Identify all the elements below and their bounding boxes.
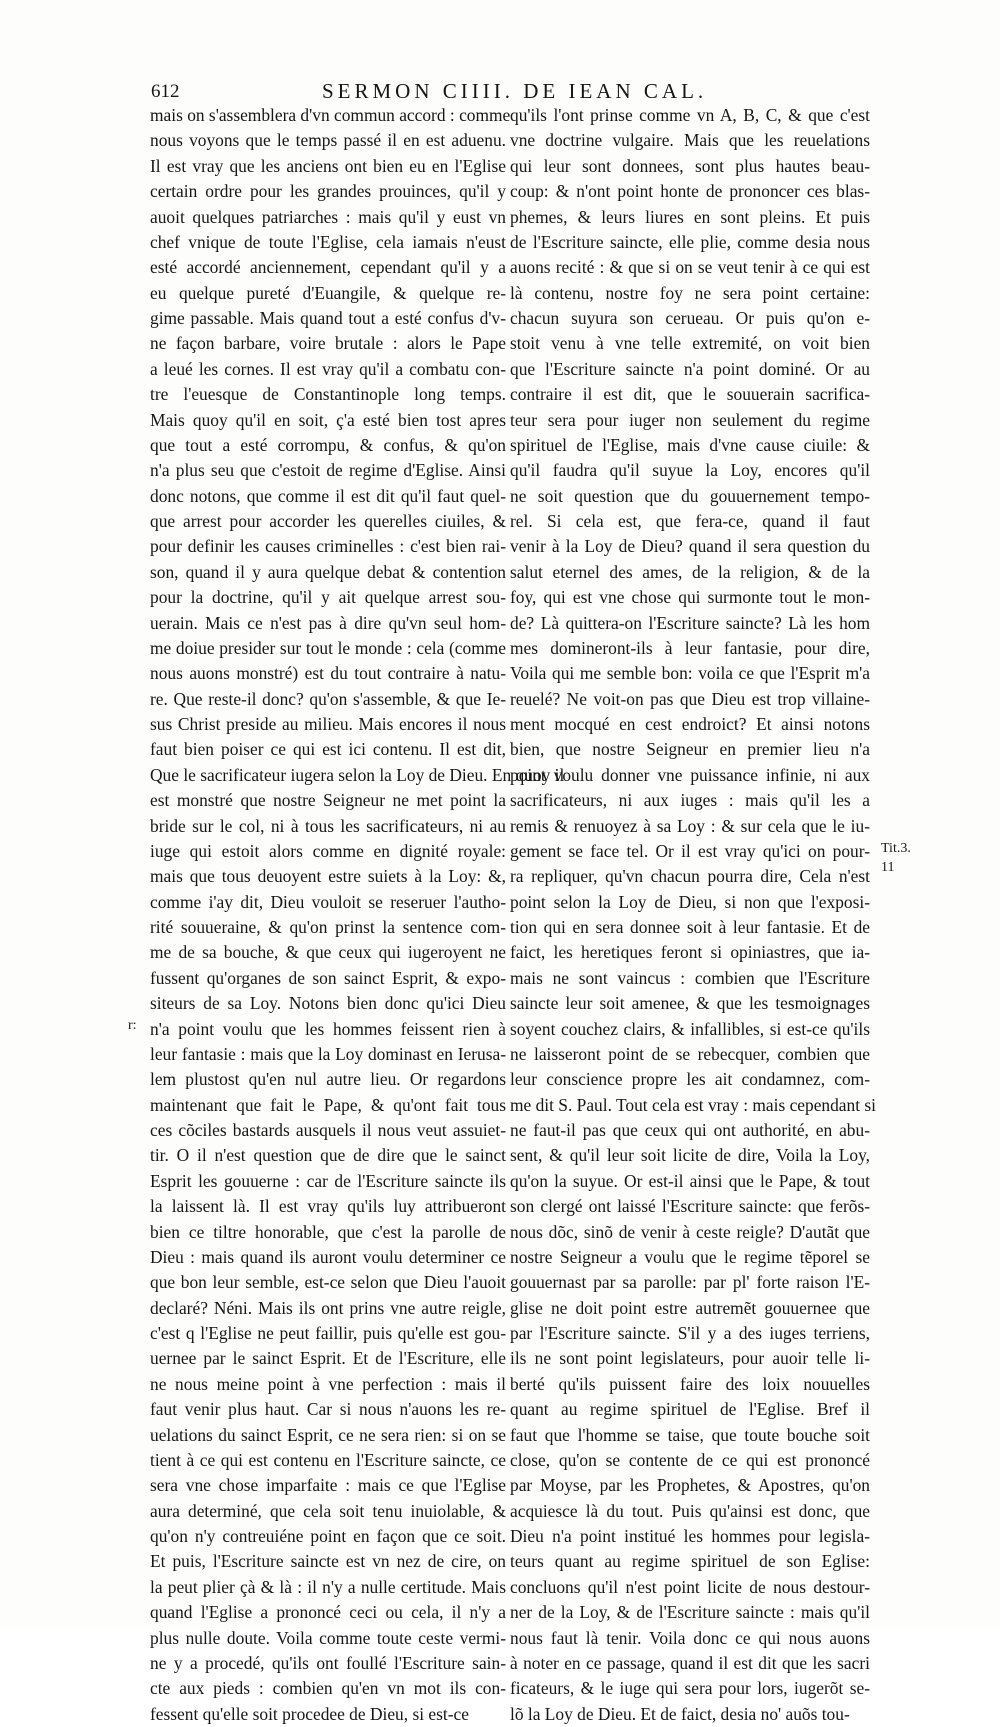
text-line: mais on s'assemblera d'vn commun accord : comme [150, 105, 511, 125]
text-line: foy, qui est vne chose qui surmonte tout le mon- [510, 587, 870, 608]
text-line: ra repliquer, qu'vn chacun pourra dire, Cela n'est [510, 866, 870, 887]
text-line: tir. O il n'est question que de dire que le sainct [150, 1145, 506, 1166]
text-line: c'est q l'Eglise ne peut faillir, puis qu'elle est gou- [150, 1323, 506, 1343]
text-line: qu'on n'y contreuiéne point en façon que ce soit. [150, 1526, 506, 1546]
text-line: gime passable. Mais quand tout a esté confus d'v- [150, 308, 506, 328]
text-line: rité souueraine, & qu'on prinst la sentence com- [150, 917, 506, 937]
text-line: venir à la Loy de Dieu? quand il sera question du [510, 536, 870, 557]
text-line: quand l'Eglise a prononcé ceci ou cela, il n'y a [150, 1602, 506, 1623]
text-line: saincte leur soit amenee, & que les tesmoignages [510, 993, 870, 1014]
text-line: la peut plier çà & là : il n'y a nulle certitude. Mais [150, 1576, 506, 1597]
text-line: ment mocqué en cest endroict? Et ainsi notons [510, 714, 870, 734]
text-line: spirituel de l'Eglise, mais d'vne cause ciuile: & [510, 434, 870, 455]
text-line: ne façon barbare, voire brutale : alors le Pape [150, 333, 506, 354]
text-line: soyent couchez clairs, & infallibles, si est-ce qu'ils [510, 1018, 870, 1039]
text-line: fussent qu'organes de son sainct Esprit, & expo- [150, 967, 506, 988]
text-line: pour definir les causes criminelles : c'est bien rai- [150, 536, 506, 557]
text-line: nostre Seigneur a voulu que le regime tẽporel se [510, 1246, 870, 1267]
text-line: certain ordre pour les grandes prouinces, qu'il y [150, 181, 506, 202]
text-line: n'a point voulu que les hommes feissent rien à [150, 1018, 506, 1039]
text-line: tion qui en sera donnee soit à leur fantasie. Et de [510, 917, 870, 937]
text-line: Dieu n'a point institué les hommes pour legisla- [510, 1526, 870, 1546]
right-text-column [510, 103, 877, 1727]
text-line: chef vnique de toute l'Eglise, cela iamais n'eust [150, 231, 506, 252]
text-line: la laissent là. Il est vray qu'ils luy attribueront [150, 1196, 506, 1217]
text-line: faut venir plus haut. Car si nous n'auons les re- [150, 1399, 506, 1420]
text-line: que l'Escriture saincte n'a point dominé. Or au [510, 358, 870, 379]
text-line: ne faut-il pas que ceux qui ont authorité, en abu- [510, 1120, 870, 1140]
text-line: plus nulle doute. Voila comme toute ceste vermi- [150, 1627, 506, 1648]
page-number: 612 [151, 81, 180, 102]
text-line: gement se face tel. Or il est vray qu'ici on pour- [510, 840, 870, 861]
text-line: nous dõc, sinõ de venir à ceste reigle? D'autãt que [510, 1221, 870, 1242]
text-line: nous auons monstré) est du tout contraire à natu- [150, 663, 506, 684]
text-line: auoit quelques patriarches : mais qu'il y eust vn [150, 206, 506, 227]
text-line: fessent qu'elle soit procedee de Dieu, si est-ce [150, 1703, 469, 1724]
text-line: salut eternel des ames, de la religion, & de la [510, 561, 870, 582]
text-line: à noter en ce passage, quand il est dit que les sacri [510, 1652, 870, 1673]
text-line: lem plustost qu'en nul autre lieu. Or regardons [150, 1069, 506, 1090]
text-line: qu'ils l'ont prinse comme vn A, B, C, & que c'est [510, 105, 870, 125]
text-line: eu quelque pureté d'Euangile, & quelque re- [150, 282, 506, 303]
text-line: declaré? Néni. Mais ils ont prins vne autre reigle, [150, 1297, 506, 1318]
text-line: re. Que reste-il donc? qu'on s'assemble, & que Ie- [150, 688, 506, 709]
text-line: stoit venu à vne telle extremité, on voit bien [510, 333, 870, 354]
text-line: Esprit les gouuerne : car de l'Escriture saincte ils [150, 1170, 506, 1191]
text-line: a leué les cornes. Il est vray qu'il a combatu con- [150, 358, 506, 379]
text-line: glise ne doit point estre autremẽt gouuernee que [510, 1297, 870, 1318]
text-line: tre l'euesque de Constantinople long temps. [150, 384, 506, 405]
text-line: uelations du sainct Esprit, ce ne sera rien: si on se [150, 1424, 506, 1445]
text-line: concluons qu'il n'est point licite de nous destour- [510, 1576, 870, 1597]
text-line: donc notons, que comme il est dit qu'il faut quel- [150, 485, 506, 506]
text-line: sent, & qu'il leur soit licite de dire, Voila la Loy, [510, 1145, 870, 1166]
text-line: faut que l'homme se taise, que toute bouche soit [510, 1424, 870, 1445]
text-line: me de sa bouche, & que ceux qui iugeroyent ne [150, 942, 506, 963]
text-line: quant au regime spirituel de l'Eglise. Bref il [510, 1399, 870, 1420]
text-line: gouuernast par sa parolle: par pl' forte raison l'E- [510, 1272, 870, 1293]
text-line: mais que tous deuoyent estre suiets à la Loy: &, [150, 866, 506, 887]
text-line: qui leur sont donnees, sont plus hautes beau- [510, 155, 870, 176]
text-line: Dieu : mais quand ils auront voulu determiner ce [150, 1246, 506, 1267]
text-line: close, qu'on se contente de ce qui est prononcé [510, 1449, 870, 1470]
text-line: par Moyse, par les Prophetes, & Apostres, qu'on [510, 1475, 870, 1496]
text-line: de? Là quittera-on l'Escriture saincte? Là les hom [510, 612, 870, 633]
text-line: faut bien poiser ce qui est ici contenu. Il est dit, [150, 739, 506, 760]
text-line: que bon leur semble, est-ce selon que Dieu l'auoit [150, 1272, 506, 1293]
text-line: de l'Escriture saincte, elle plie, comme desia nous [510, 231, 870, 252]
text-line: ner de la Loy, & de l'Escriture saincte : mais qu'il [510, 1602, 870, 1623]
text-line: Mais quoy qu'il en soit, ç'a esté bien tost apres [150, 409, 506, 430]
text-line: sacrificateurs, ni aux iuges : mais qu'il les a [510, 790, 870, 811]
text-line: point selon la Loy de Dieu, si non que l'exposi- [510, 891, 870, 912]
text-line: point voulu donner vne puissance infinie, ni aux [510, 764, 870, 785]
text-line: que tout a esté corrompu, & confus, & qu'on [150, 434, 506, 455]
text-line: teur sera pour iuger non seulement du regime [510, 409, 870, 430]
text-line: n'a plus seu que c'estoit de regime d'Eglise. Ainsi [150, 460, 506, 481]
text-line: ne laisseront point de se rebecquer, combien que [510, 1043, 870, 1064]
text-line: uerain. Mais ce n'est pas à dire qu'vn seul hom- [150, 612, 506, 633]
text-line: bien, que nostre Seigneur en premier lieu n'a [510, 739, 870, 760]
text-line: maintenant que fait le Pape, & qu'ont fait tous [150, 1094, 506, 1115]
text-line: aura determiné, que cela soit tenu inuiolable, & [150, 1500, 506, 1521]
text-line: acquiesce là du tout. Puis qu'ainsi est donc, que [510, 1500, 870, 1521]
text-line: sera vne chose imparfaite : mais ce que l'Eglise [150, 1475, 506, 1496]
text-line: qu'il faudra qu'il suyue la Loy, encores qu'il [510, 460, 870, 481]
text-line: Voila qui me semble bon: voila ce que l'Esprit m'a [510, 663, 870, 684]
text-line: esté accordé anciennement, cependant qu'il y a [150, 257, 506, 278]
text-line: est monstré que nostre Seigneur ne met point la [150, 790, 506, 811]
text-line: reuelé? Ne voit-on pas que Dieu est trop villaine- [510, 688, 870, 709]
text-line: remis & renuoyez à sa Loy : & sur cela que le iu- [510, 815, 870, 836]
text-line: uernee par le sainct Esprit. Et de l'Escriture, elle [150, 1348, 506, 1369]
text-line: pour la doctrine, qu'il y ait quelque arrest sou- [150, 587, 506, 608]
text-line: phemes, & leurs liures en sont pleins. Et puis [510, 206, 870, 227]
text-line: coup: & n'ont point honte de prononcer ces blas- [510, 181, 870, 202]
left-text-column [150, 103, 565, 1727]
text-line: là contenu, nostre foy ne sera point certaine: [510, 282, 870, 303]
text-line: teurs quant au regime spirituel de son Eglise: [510, 1551, 870, 1572]
text-line: vne doctrine vulgaire. Mais que les reuelations [510, 130, 870, 151]
text-line: rel. Si cela est, que fera-ce, quand il faut [510, 511, 870, 531]
text-line: mais ne sont vaincus : combien que l'Escriture [510, 967, 870, 988]
text-line: ces cõciles bastards ausquels il nous veut assuiet- [150, 1120, 506, 1140]
text-line: ils ne sont point legislateurs, pour auoir telle li- [510, 1348, 870, 1369]
text-line: ne soit question que du gouuernement tempo- [510, 485, 870, 506]
text-line: sus Christ preside au milieu. Mais encores il nous [150, 714, 506, 734]
text-line: que arrest pour accorder les querelles ciuiles, & [150, 511, 506, 531]
text-line: me doiue presider sur tout le monde : cela (comme [150, 637, 506, 658]
text-line: iuge qui estoit alors comme en dignité royale: [150, 840, 506, 861]
text-line: berté qu'ils puissent faire des loix nouuelles [510, 1373, 870, 1394]
text-line: auons recité : & que si on se veut tenir à ce qui est [510, 257, 870, 278]
text-line: leur fantasie : mais que la Loy dominast en Ierusa- [150, 1043, 506, 1064]
text-line: chacun suyura son cerueau. Or puis qu'on e- [510, 308, 870, 328]
text-line: qu'on la suyue. Or est-il ainsi que le Pape, & tout [510, 1170, 870, 1191]
text-line: nous faut là tenir. Voila donc ce qui nous auons [510, 1627, 870, 1648]
text-line: me dit S. Paul. Tout cela est vray : mais cependant si [510, 1094, 877, 1115]
text-line: Il est vray que les anciens ont bien eu en l'Eglise [150, 155, 506, 176]
text-line: son, quand il y aura quelque debat & contention [150, 561, 506, 582]
text-line: comme i'ay dit, Dieu vouloit se reseruer l'autho- [150, 891, 506, 912]
text-line: Et puis, l'Escriture saincte est vn nez de cire, on [150, 1551, 506, 1572]
text-line: leur conscience propre les ait condamnez, com- [510, 1069, 870, 1090]
text-line: mes domineront-ils à leur fantasie, pour dire, [510, 637, 870, 658]
text-line: ne y a procedé, qu'ils ont foullé l'Escriture sain- [150, 1652, 506, 1673]
margin-mark: r: [128, 1018, 137, 1033]
text-line: tient à ce qui est contenu en l'Escriture saincte, ce [150, 1449, 506, 1470]
text-line: nous voyons que le temps passé il en est aduenu. [150, 130, 506, 151]
text-line: siteurs de sa Loy. Notons bien donc qu'ici Dieu [150, 993, 506, 1014]
running-head: SERMON CIIII. DE IEAN CAL. [322, 79, 708, 103]
marginal-reference-number: 11 [881, 860, 895, 875]
text-line: cte aux pieds : combien qu'en vn mot ils con- [150, 1678, 506, 1699]
text-line: lõ la Loy de Dieu. Et de faict, desia no' auõs tou- [510, 1703, 850, 1724]
text-line: bien ce tiltre honorable, que c'est la parolle de [150, 1221, 506, 1242]
text-line: Que le sacrificateur iugera selon la Loy de Dieu. En quoy il [150, 764, 565, 785]
text-line: son clergé ont laissé l'Escriture saincte: que ferõs- [510, 1196, 870, 1217]
text-line: faict, les heretiques feront si opiniastres, que ia- [510, 942, 870, 963]
text-line: par l'Escriture saincte. S'il y a des iuges terriens, [510, 1323, 870, 1343]
text-line: ne nous meine point à vne perfection : mais il [150, 1373, 506, 1394]
text-line: ficateurs, & le iuge qui sera pour lors, iugerõt se- [510, 1678, 870, 1699]
marginal-reference: Tit.3. [881, 841, 911, 856]
text-line: contraire il est dit, que le souuerain sacrifica- [510, 384, 870, 405]
text-line: bride sur le col, ni à tous les sacrificateurs, ni au [150, 815, 506, 836]
